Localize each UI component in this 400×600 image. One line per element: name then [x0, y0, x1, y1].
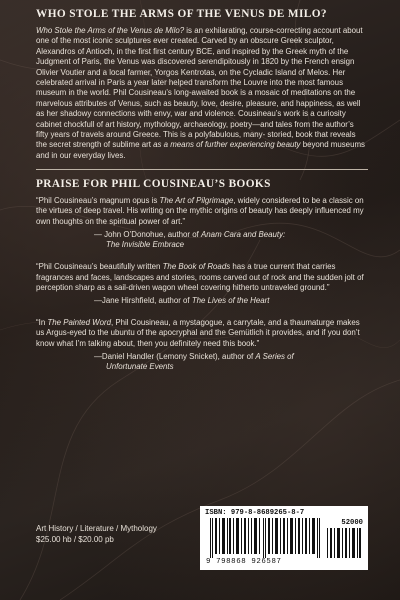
quote-2	[36, 262, 368, 293]
description-body: is an exhilarating, course-correcting account about one of the most iconic sculptures ever created. Carved by an obscure Greek sculptor, Alexandros of Antioch, in the first first century BCE, and inspired by the Greek myth of the Judgment of Paris, the Venus was discovered serendipitously in 1820 by the French ensign Olivier Voutier and a local farmer, Yorgos Kentrotas, on the Cycladic Island of Melos. Her celebrated arrival in Paris a year later helped transform the Louvre into the most famous museum in the world. Phil Cousineau’s long-awaited book is a mosaic of meditations on the marvelous attributes of Venus, such as beauty, love, desire, pleasure, and happiness, as well as her shadowy connections with envy, war and violence. Cousineau’s work is a curiosity cabinet chockfull of art history, mythology, archaeology, poetry—and tales from the author’s fifty years of travels around Greece. This is a polyfabulous, many- storied, book that reveals the secret strength of sublime art	[36, 26, 363, 150]
attribution-1-title: Anam Cara and Beauty:	[201, 229, 286, 239]
price-code: 52000	[341, 519, 363, 527]
quote-1-attribution	[94, 230, 368, 250]
attribution-3-title-2: Unfortunate Events	[106, 361, 174, 371]
attribution-3-title: A Series of	[255, 351, 294, 361]
attribution-2: —Jane Hirshfield, author of	[94, 295, 192, 305]
isbn-label: ISBN: 979-8-8689265-8-7	[205, 509, 305, 517]
book-description	[36, 26, 368, 161]
quote-2-attribution	[94, 296, 368, 306]
quote-3-attribution	[94, 352, 368, 372]
attribution-3: —Daniel Handler (Lemony Snicket), author of	[94, 351, 256, 361]
category-and-price	[36, 523, 157, 545]
category-line: Art History / Literature / Mythology	[36, 524, 157, 533]
back-cover-text	[36, 8, 368, 384]
description-end: beyond museums and in our everyday lives.	[36, 140, 365, 160]
barcode-addon-icon	[327, 528, 361, 558]
quote-2-title: The Book of Roads	[162, 262, 231, 272]
quote-3-rest: , Phil Cousineau, a mystagogue, a carrytale, and a thaumaturge makes us Argus-eyed to the ubuntu of the apocryphal and the Gemütlich it provides, and if you don’t know what I’m talking about, then you definitely need this book.”	[36, 318, 360, 348]
price-line: $25.00 hb / $20.00 pb	[36, 535, 114, 544]
barcode-ean-icon	[210, 518, 322, 558]
section-divider	[36, 169, 368, 170]
attribution-2-title: The Lives of the Heart	[191, 295, 270, 305]
quote-1-title: The Art of Pilgrimage	[159, 196, 234, 206]
quote-3	[36, 318, 368, 349]
description-italic: as a means of further experiencing beauty	[153, 140, 301, 150]
quote-2-text: “Phil Cousineau’s beautifully written	[36, 262, 163, 272]
barcode-digits: 9 798868 926587	[206, 558, 282, 566]
quote-2-rest: has a true current that carries fragrances and faces, landscapes and stories, rooms carved out of rock and the sudden jolt of perception sharp as a sail-driven wagon wheel covering hitherto untraveled ground.”	[36, 262, 364, 292]
praise-heading: PRAISE FOR PHIL COUSINEAU’S BOOKS	[36, 178, 271, 191]
quote-3-text: “In	[36, 318, 48, 328]
barcode-panel	[200, 506, 368, 570]
attribution-1: — John O’Donohue, author of	[94, 229, 202, 239]
book-heading: WHO STOLE THE ARMS OF THE VENUS DE MILO?	[36, 8, 327, 20]
quote-1	[36, 196, 368, 227]
quote-1-text: “Phil Cousineau’s magnum opus is	[36, 196, 160, 206]
quote-1-rest: , widely considered to be a classic on the virtues of deep travel. His writing on the mythic origins of beauty has deeply influenced my own thoughts on the spiritual power of art.”	[36, 196, 364, 226]
attribution-1-title-2: The Invisible Embrace	[106, 240, 185, 250]
quote-3-title: The Painted Word	[47, 318, 112, 328]
description-title: Who Stole the Arms of the Venus de Milo?	[36, 26, 185, 35]
